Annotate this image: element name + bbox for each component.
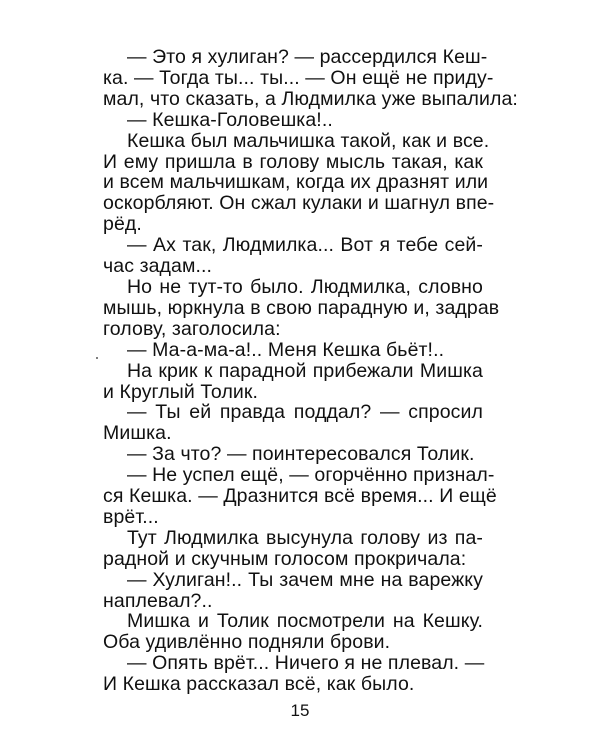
- text-line: оскорбляют. Он сжал кулаки и шагнул впе-: [103, 192, 495, 215]
- text-line: и Круглый Толик.: [103, 380, 259, 403]
- text-line: и всем мальчишкам, когда их дразнят или: [103, 171, 489, 194]
- text-line: Кешка был мальчишка такой, как и все.: [127, 129, 490, 152]
- text-line: — Это я хулиган? — рассердился Кеш-: [127, 46, 488, 68]
- text-line: голову, заголосила:: [103, 317, 281, 340]
- text-line: — За что? — поинтересовался Толик.: [127, 443, 475, 466]
- text-line: ся Кешка. — Дразнится всё время... И ещё: [103, 485, 497, 508]
- text-line: мал, что сказать, а Людмилка уже выпалила:: [103, 87, 518, 110]
- text-line: И ему пришла в голову мысль такая, как: [103, 150, 483, 173]
- text-line: На крик к парадной прибежали Мишка: [127, 359, 483, 382]
- text-line: — Ты ей правда поддал? — спросил: [127, 401, 483, 424]
- page-number: 15: [290, 701, 310, 720]
- text-line: Мишка.: [103, 422, 172, 445]
- text-line: радной и скучным голосом прокричала:: [103, 547, 467, 570]
- text-line: — Не успел ещё, — огорчённо признал-: [127, 464, 495, 487]
- text-line: рёд.: [103, 213, 142, 236]
- text-line: Мишка и Толик посмотрели на Кешку.: [127, 610, 483, 633]
- text-line: ка. — Тогда ты... ты... — Он ещё не приду-: [103, 66, 494, 89]
- body-text: [103, 46, 518, 696]
- text-line: Оба удивлённо подняли брови.: [103, 631, 391, 654]
- text-line: врёт...: [103, 505, 159, 528]
- text-line: мышь, юркнула в свою парадную и, задрав: [103, 296, 500, 319]
- text-line: Но не тут-то было. Людмилка, словно: [127, 275, 483, 298]
- text-line: — Ах так, Людмилка... Вот я тебе сей-: [127, 234, 483, 257]
- text-line: — Хулиган!.. Ты зачем мне на варежку: [127, 568, 483, 591]
- text-line: И Кешка рассказал всё, как было.: [103, 673, 415, 696]
- text-line: Тут Людмилка высунула голову из па-: [127, 526, 483, 549]
- text-line: час задам...: [103, 255, 213, 278]
- text-line: наплевал?..: [103, 589, 213, 612]
- text-line: — Кешка-Головешка!..: [127, 108, 333, 131]
- text-line: — Опять врёт... Ничего я не плевал. —: [127, 652, 485, 675]
- text-line: — Ма-а-ма-а!.. Меня Кешка бьёт!..: [127, 338, 445, 361]
- print-speck: [96, 357, 98, 359]
